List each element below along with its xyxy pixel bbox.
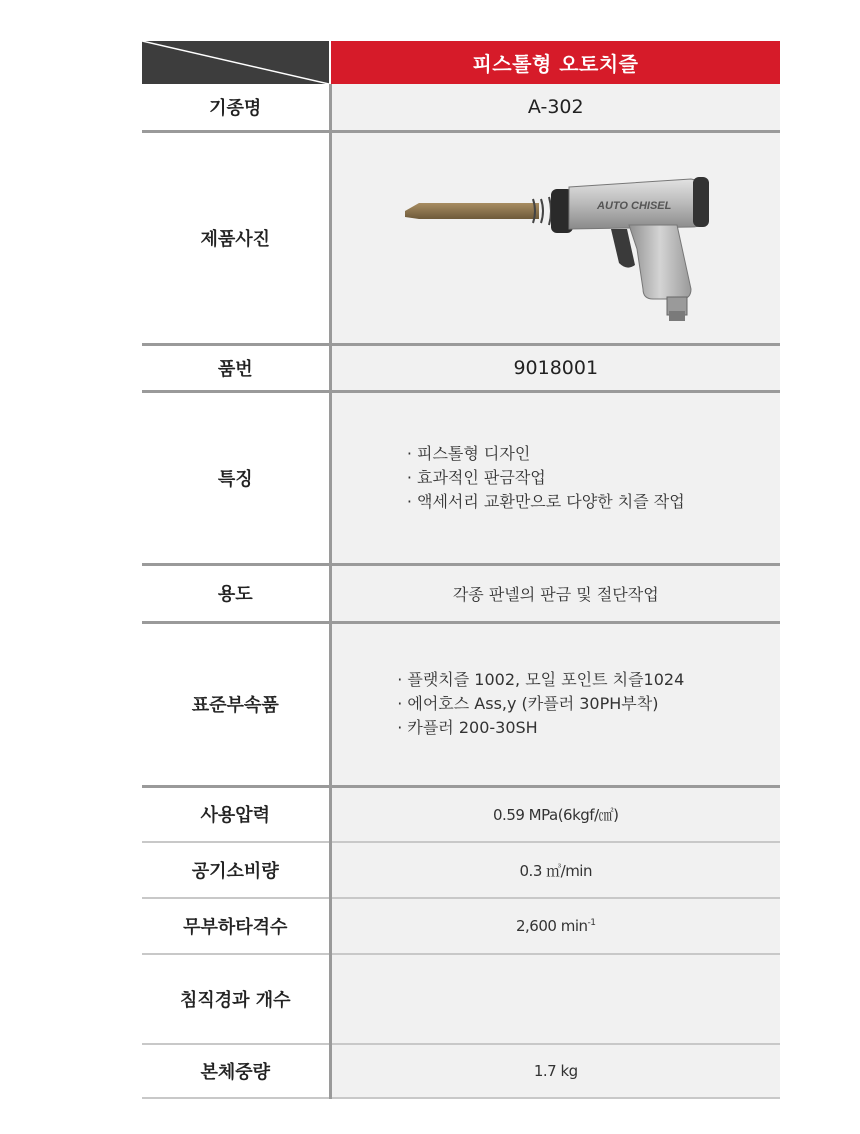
header-row xyxy=(142,41,780,84)
diagonal-line-icon xyxy=(142,41,329,84)
row-model xyxy=(142,84,780,131)
weight-value: 1.7 kg xyxy=(330,1044,780,1098)
photo-cell xyxy=(330,131,780,344)
accessory-item: · 플랫치즐 1002, 모일 포인트 치즐1024 xyxy=(397,668,684,692)
shank-label: 침직경과 개수 xyxy=(142,954,330,1044)
blows-value-cell xyxy=(330,898,780,954)
features-list xyxy=(407,442,685,514)
part-no-value: 9018001 xyxy=(330,344,780,391)
blows-sup: -1 xyxy=(587,918,596,928)
blows-label: 무부하타격수 xyxy=(142,898,330,954)
header-title: 피스톨형 오토치즐 xyxy=(330,41,780,84)
features-cell xyxy=(330,391,780,564)
blows-value: 2,600 min xyxy=(516,917,588,935)
pressure-label: 사용압력 xyxy=(142,786,330,842)
air-value: 0.3 ㎥/min xyxy=(330,842,780,898)
row-features xyxy=(142,391,780,564)
air-label: 공기소비량 xyxy=(142,842,330,898)
spec-table xyxy=(142,41,780,1099)
accessory-item: · 에어호스 Ass,y (카플러 30PH부착) xyxy=(397,692,684,716)
weight-label: 본체중량 xyxy=(142,1044,330,1098)
part-no-label: 품번 xyxy=(142,344,330,391)
row-blows xyxy=(142,898,780,954)
row-accessories xyxy=(142,622,780,786)
accessories-cell xyxy=(330,622,780,786)
brand-text: AUTO CHISEL xyxy=(596,199,672,212)
model-label: 기종명 xyxy=(142,84,330,131)
feature-item: · 효과적인 판금작업 xyxy=(407,466,685,490)
row-shank xyxy=(142,954,780,1044)
row-pressure xyxy=(142,786,780,842)
accessories-list xyxy=(397,668,684,740)
accessory-item: · 카플러 200-30SH xyxy=(397,716,684,740)
row-part-no xyxy=(142,344,780,391)
features-label: 특징 xyxy=(142,391,330,564)
row-usage xyxy=(142,564,780,622)
feature-item: · 액세서리 교환만으로 다양한 치즐 작업 xyxy=(407,490,685,514)
row-photo xyxy=(142,131,780,344)
row-weight xyxy=(142,1044,780,1098)
shank-value xyxy=(330,954,780,1044)
usage-value: 각종 판넬의 판금 및 절단작업 xyxy=(330,564,780,622)
header-corner-cell xyxy=(142,41,330,84)
photo-label: 제품사진 xyxy=(142,131,330,344)
usage-label: 용도 xyxy=(142,564,330,622)
pressure-value: 0.59 MPa(6kgf/㎠) xyxy=(330,786,780,842)
accessories-label: 표준부속품 xyxy=(142,622,330,786)
feature-item: · 피스톨형 디자인 xyxy=(407,442,685,466)
pistol-chisel-image xyxy=(401,153,711,323)
model-value: A-302 xyxy=(330,84,780,131)
row-air xyxy=(142,842,780,898)
